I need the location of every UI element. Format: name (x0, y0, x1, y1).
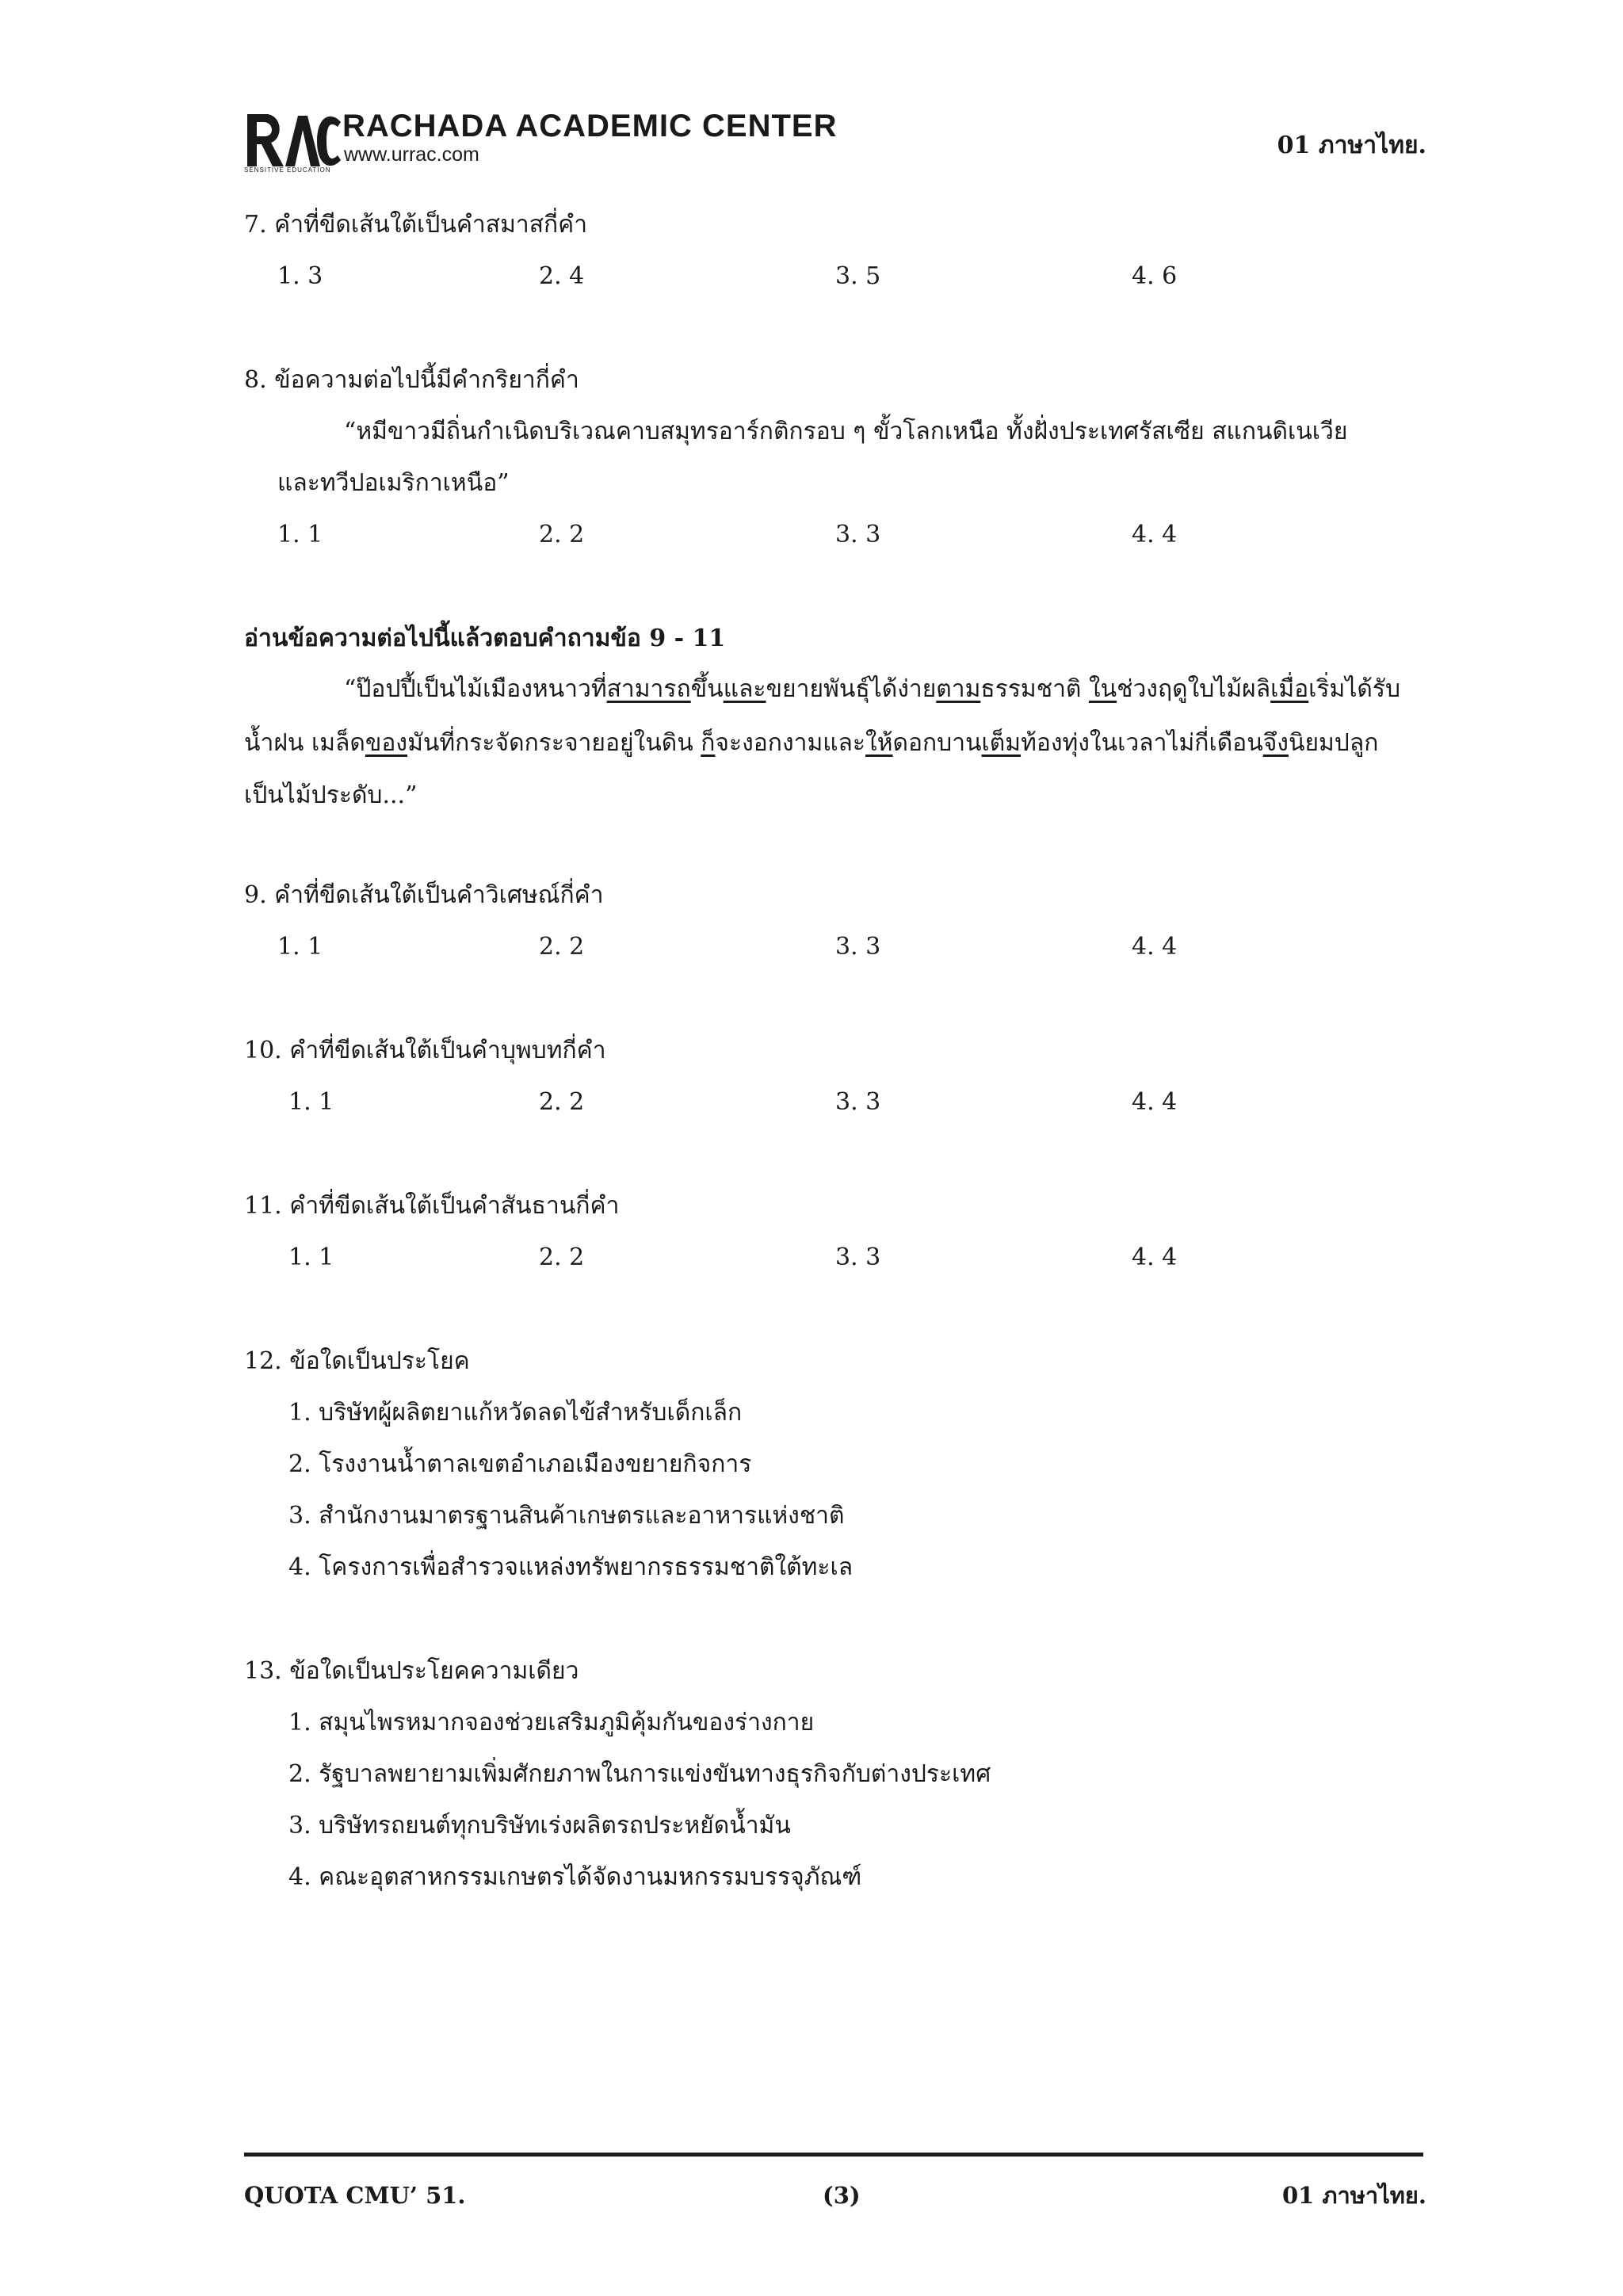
question-8-option-1: 1. 1 (277, 521, 323, 548)
question-13-option-1: 1. สมุนไพรหมากจองช่วยเสริมภูมิคุ้มกันของร่างกาย (288, 1709, 815, 1736)
question-10-option-3: 3. 3 (835, 1088, 881, 1116)
question-8-quote-line-1: “หมีขาวมีถิ่นกำเนิดบริเวณคาบสมุทรอาร์กติกรอบ ๆ ขั้วโลกเหนือ ทั้งฝั่งประเทศรัสเซีย สแกนดิเนเวีย (344, 418, 1348, 445)
passage-line-3: เป็นไม้ประดับ...” (244, 781, 418, 809)
question-12-stem: 12. ข้อใดเป็นประโยค (244, 1347, 470, 1375)
brand-url: www.urrac.com (344, 143, 479, 166)
question-8-quote-line-2: และทวีปอเมริกาเหนือ” (277, 469, 510, 497)
question-10-stem: 10. คำที่ขีดเส้นใต้เป็นคำบุพบทกี่คำ (244, 1037, 606, 1064)
footer-divider (244, 2153, 1423, 2157)
question-7-option-3: 3. 5 (835, 262, 881, 290)
question-9-stem: 9. คำที่ขีดเส้นใต้เป็นคำวิเศษณ์กี่คำ (244, 881, 604, 909)
question-7-stem: 7. คำที่ขีดเส้นใต้เป็นคำสมาสกี่คำ (244, 211, 588, 239)
question-8-option-4: 4. 4 (1132, 521, 1178, 548)
question-12-option-4: 4. โครงการเพื่อสำรวจแหล่งทรัพยากรธรรมชาติใต้ทะเล (288, 1553, 854, 1581)
question-10-option-1: 1. 1 (288, 1088, 334, 1116)
question-13-option-3: 3. บริษัทรถยนต์ทุกบริษัทเร่งผลิตรถประหยัดน้ำมัน (288, 1812, 791, 1839)
question-13-option-2: 2. รัฐบาลพยายามเพิ่มศักยภาพในการแข่งขันทางธุรกิจกับต่างประเทศ (288, 1760, 991, 1788)
question-12-option-3: 3. สำนักงานมาตรฐานสินค้าเกษตรและอาหารแห่งชาติ (288, 1502, 845, 1530)
question-12-option-2: 2. โรงงานน้ำตาลเขตอำเภอเมืองขยายกิจการ (288, 1450, 752, 1478)
footer-page-number: (3) (823, 2182, 861, 2209)
question-11-option-3: 3. 3 (835, 1244, 881, 1271)
question-7-option-1: 1. 3 (277, 262, 323, 290)
question-11-option-2: 2. 2 (539, 1244, 585, 1271)
question-12-option-1: 1. บริษัทผู้ผลิตยาแก้หวัดลดไข้สำหรับเด็กเล็ก (288, 1399, 743, 1427)
question-11-option-4: 4. 4 (1132, 1244, 1178, 1271)
question-13-option-4: 4. คณะอุตสาหกรรมเกษตรได้จัดงานมหกรรมบรรจุภัณฑ์ (288, 1863, 862, 1891)
question-9-option-4: 4. 4 (1132, 933, 1178, 961)
brand-tagline: SENSITIVE EDUCATION (244, 166, 331, 174)
question-11-option-1: 1. 1 (288, 1244, 334, 1271)
passage-line-2: น้ำฝน เมล็ดของมันที่กระจัดกระจายอยู่ในดิน ก็จะงอกงามและให้ดอกบานเต็มท้องทุ่งในเวลาไม่กี่เดือนจึงนิยมปลูก (244, 729, 1379, 757)
question-8-option-3: 3. 3 (835, 521, 881, 548)
passage-line-1: “ป๊อปปี้เป็นไม้เมืองหนาวที่สามารถขึ้นและขยายพันธุ์ได้ง่ายตามธรรมชาติ ในช่วงฤดูใบไม้ผลิเมื่อเริ่มได้รับ (344, 675, 1401, 703)
question-8-stem: 8. ข้อความต่อไปนี้มีคำกริยากี่คำ (244, 366, 579, 394)
question-10-option-4: 4. 4 (1132, 1088, 1178, 1116)
question-7-option-2: 2. 4 (539, 262, 585, 290)
question-8-option-2: 2. 2 (539, 521, 585, 548)
footer-exam-name: QUOTA CMU’ 51. (244, 2182, 466, 2209)
question-13-stem: 13. ข้อใดเป็นประโยคความเดียว (244, 1657, 579, 1685)
question-11-stem: 11. คำที่ขีดเส้นใต้เป็นคำสันธานกี่คำ (244, 1192, 620, 1220)
logo-icon (244, 111, 344, 173)
footer-subject: 01 ภาษาไทย. (1281, 2182, 1426, 2209)
question-7-option-4: 4. 6 (1132, 262, 1178, 290)
question-9-option-3: 3. 3 (835, 933, 881, 961)
question-10-option-2: 2. 2 (539, 1088, 585, 1116)
question-9-option-2: 2. 2 (539, 933, 585, 961)
header-subject: 01 ภาษาไทย. (1277, 132, 1426, 159)
question-9-option-1: 1. 1 (277, 933, 323, 961)
brand-name: RACHADA ACADEMIC CENTER (342, 109, 838, 143)
passage-instruction: อ่านข้อความต่อไปนี้แล้วตอบคำถามข้อ 9 - 11 (244, 625, 726, 652)
